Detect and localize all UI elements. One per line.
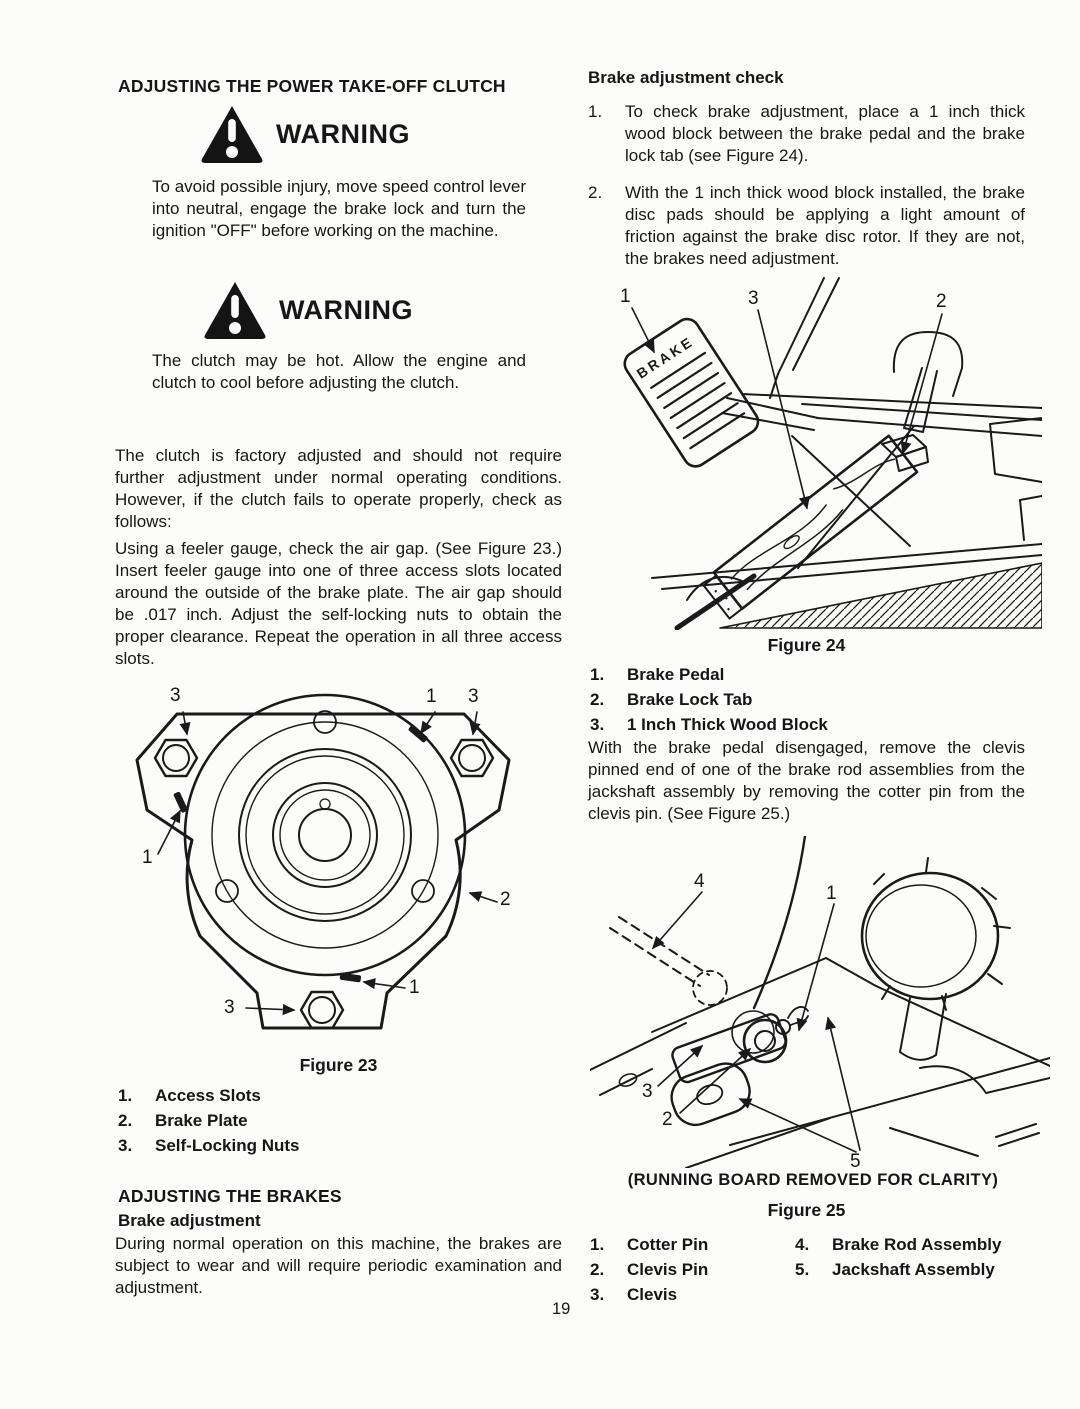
legend-number: 1. (590, 1235, 605, 1254)
warning-icon (203, 280, 267, 340)
legend-label: Brake Plate (155, 1111, 248, 1130)
figure-23-brake-plate-drawing (120, 678, 550, 1052)
fig24-callout: 2 (936, 291, 947, 312)
legend-number: 1. (590, 665, 605, 684)
figure-23-caption: Figure 23 (299, 1055, 378, 1075)
legend-number: 2. (590, 1260, 605, 1279)
fig23-callout: 1 (426, 686, 437, 707)
legend-label: Brake Lock Tab (627, 690, 753, 709)
fig25-callout: 3 (642, 1081, 653, 1102)
legend-item (118, 1133, 558, 1158)
figure-25-caption: Figure 25 (767, 1200, 846, 1220)
fig23-callout: 1 (142, 847, 153, 868)
legend-item (795, 1232, 1035, 1257)
step-2 (588, 182, 1025, 270)
legend-label: Jackshaft Assembly (832, 1260, 995, 1279)
legend-item (590, 662, 1027, 687)
warning-box-1 (200, 104, 410, 164)
legend-label: Access Slots (155, 1086, 261, 1105)
warning-icon (200, 104, 264, 164)
figure-24-legend (590, 662, 1027, 737)
warning-box-2 (203, 280, 413, 340)
figure-25-note: (RUNNING BOARD REMOVED FOR CLARITY) (627, 1171, 999, 1189)
fig25-callout: 5 (850, 1151, 861, 1172)
fig23-callout: 3 (468, 686, 479, 707)
heading-brake-adjustment-check: Brake adjustment check (588, 68, 784, 87)
legend-number: 3. (590, 1285, 605, 1304)
fig23-callout: 3 (224, 997, 235, 1018)
section-heading-pto-clutch: ADJUSTING THE POWER TAKE-OFF CLUTCH (118, 76, 506, 96)
paragraph-clevis-removal: With the brake pedal disengaged, remove the clevis pinned end of one of the brake rod assemblies from the jackshaft assembly by removing the cotter pin from the clevis pin. (See Figure 25.) (588, 738, 1025, 823)
legend-item (590, 1257, 790, 1282)
step-text: To check brake adjustment, place a 1 inch thick wood block between the brake pedal and the brake lock tab (see Figure 24). (625, 102, 1025, 165)
fig24-callout: 1 (620, 286, 631, 307)
legend-number: 2. (118, 1111, 133, 1130)
legend-number: 3. (590, 715, 605, 734)
step-number: 1. (588, 102, 603, 121)
subheading-brake-adjustment: Brake adjustment (118, 1211, 261, 1230)
figure-25-legend-left (590, 1232, 790, 1307)
legend-number: 4. (795, 1235, 810, 1254)
warning-text-1: To avoid possible injury, move speed control lever into neutral, engage the brake lock and turn the ignition "OFF" before working on the machine. (152, 177, 526, 240)
legend-item (118, 1083, 558, 1108)
fig25-callout: 4 (694, 871, 705, 892)
legend-label: Brake Pedal (627, 665, 725, 684)
paragraph-brake-wear: During normal operation on this machine, the brakes are subject to wear and will require periodic examination and adjustment. (115, 1234, 562, 1297)
legend-number: 2. (590, 690, 605, 709)
fig23-callout: 3 (170, 685, 181, 706)
figure-24-caption: Figure 24 (767, 635, 846, 655)
brake-pedal-label: BRAKE (633, 332, 697, 382)
paragraph-feeler-gauge: Using a feeler gauge, check the air gap. (See Figure 23.) Insert feeler gauge into one of three access slots located around the outside of the brake plate. The air gap should be .017 inch. Adjust the self-locking nuts to obtain the proper clearance. Repeat the operation in all three access slots. (115, 539, 562, 668)
figure-25-jackshaft-drawing (590, 836, 1050, 1172)
section-heading-brakes: ADJUSTING THE BRAKES (118, 1186, 342, 1206)
fig25-callout: 2 (662, 1109, 673, 1130)
step-1 (588, 101, 1025, 167)
warning-label: WARNING (279, 294, 413, 325)
figure-24-pedal-drawing (592, 276, 1042, 630)
warning-label: WARNING (276, 118, 410, 149)
legend-label: Clevis Pin (627, 1260, 709, 1279)
step-text: With the 1 inch thick wood block installed, the brake disc pads should be applying a light amount of friction against the brake disc rotor. If they are not, the brakes need adjustment. (625, 183, 1025, 268)
legend-item (590, 1282, 790, 1307)
legend-number: 5. (795, 1260, 810, 1279)
fig25-callout: 1 (826, 883, 837, 904)
legend-label: Cotter Pin (627, 1235, 709, 1254)
legend-number: 1. (118, 1086, 133, 1105)
legend-label: Brake Rod Assembly (832, 1235, 1002, 1254)
figure-23-legend (118, 1083, 558, 1158)
fig23-callout: 2 (500, 889, 511, 910)
legend-number: 3. (118, 1136, 133, 1155)
legend-item (590, 687, 1027, 712)
fig23-callout: 1 (409, 977, 420, 998)
warning-text-2: The clutch may be hot. Allow the engine and clutch to cool before adjusting the clutch. (152, 351, 526, 392)
paragraph-clutch-factory: The clutch is factory adjusted and should not require further adjustment under normal operating conditions. However, if the clutch fails to operate properly, check as follows: (115, 446, 562, 531)
fig24-callout: 3 (748, 288, 759, 309)
legend-label: Clevis (627, 1285, 678, 1304)
step-number: 2. (588, 183, 603, 202)
figure-25-legend-right (795, 1232, 1035, 1282)
legend-item (590, 1232, 790, 1257)
page-number: 19 (552, 1300, 571, 1318)
legend-item (118, 1108, 558, 1133)
legend-label: 1 Inch Thick Wood Block (627, 715, 828, 734)
legend-label: Self-Locking Nuts (155, 1136, 300, 1155)
legend-item (795, 1257, 1035, 1282)
legend-item (590, 712, 1027, 737)
